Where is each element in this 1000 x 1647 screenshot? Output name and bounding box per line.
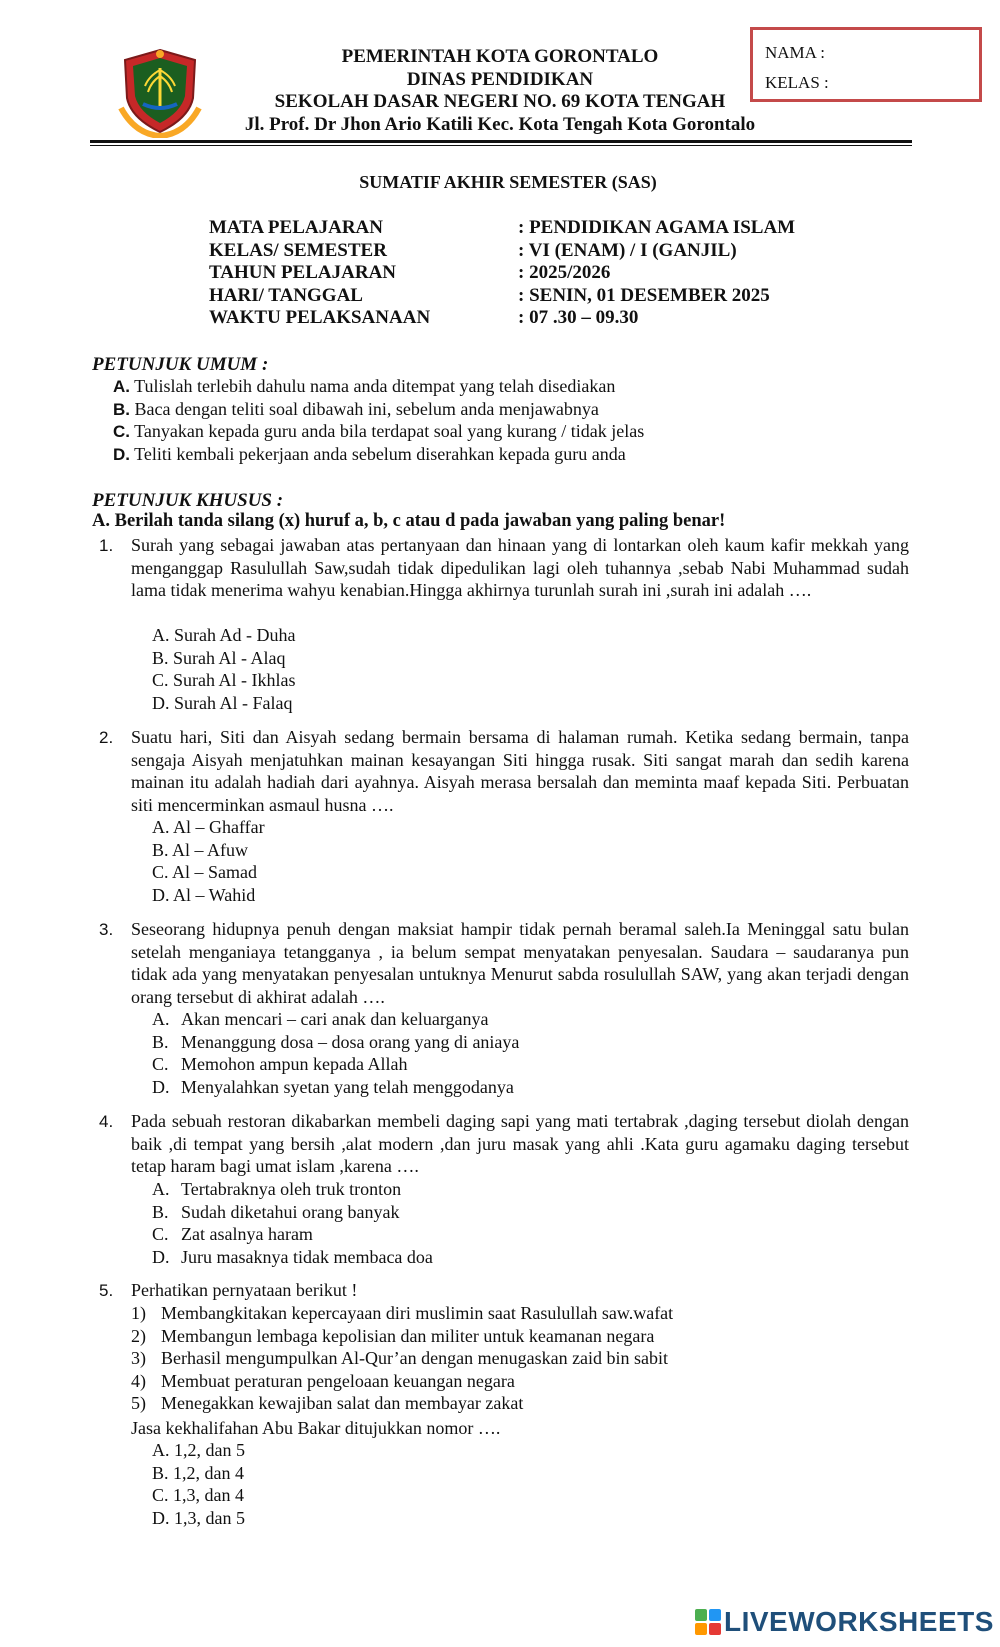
question-options — [152, 624, 296, 714]
info-key: TAHUN PELAJARAN — [209, 262, 397, 284]
header-line-government: PEMERINTAH KOTA GORONTALO — [341, 46, 659, 67]
option-letter: A. — [152, 1179, 170, 1199]
option-text: Akan mencari – cari anak dan keluarganya — [181, 1009, 489, 1029]
list-item — [113, 398, 644, 421]
specific-instruction-text: A. Berilah tanda silang (x) huruf a, b, c atau d pada jawaban yang paling benar! — [92, 511, 726, 531]
option-text: Tertabraknya oleh truk tronton — [181, 1179, 402, 1199]
statement-item — [131, 1325, 673, 1348]
class-label[interactable]: KELAS : — [765, 73, 829, 92]
list-item — [113, 420, 644, 443]
question-number: 1. — [99, 536, 114, 555]
header-line-school: SEKOLAH DASAR NEGERI NO. 69 KOTA TENGAH — [274, 91, 726, 112]
logo-square-red — [709, 1623, 721, 1635]
statement-item — [131, 1370, 673, 1393]
item-letter: B. — [113, 399, 130, 419]
info-row — [209, 262, 909, 285]
exam-info-table — [209, 217, 909, 330]
item-text: Tulislah terlebih dahulu nama anda ditempat yang telah disediakan — [130, 376, 616, 396]
option-a[interactable]: A. Al – Ghaffar — [152, 817, 265, 837]
question-text: Suatu hari, Siti dan Aisyah sedang bermain bersama di halaman rumah. Ketika sedang bermain, tanpa sengaja Aisyah menjatuhkan mainan kesayangan Siti hingga rusak. Siti sangat marah dan sedih karena mainan itu adalah hadiah dari ayahnya. Aisyah merasa bersalah dan meminta maaf kepada Siti. Perbuatan siti mencerminkan asmaul husna …. — [131, 727, 909, 815]
question-text: Pada sebuah restoran dikabarkan membeli daging sapi yang mati tertabrak ,daging tersebut diolah dengan baik ,di tempat yang bersih ,alat modern ,dan juru masak yang ahli .Kata guru agamaku daging tersebut tetap haram bagi umat islam ,karena …. — [131, 1111, 909, 1177]
info-row — [209, 285, 909, 308]
info-key: WAKTU PELAKSANAAN — [209, 307, 431, 329]
option-a[interactable]: A. Surah Ad - Duha — [152, 625, 296, 645]
info-key: HARI/ TANGGAL — [209, 284, 363, 306]
option-b[interactable] — [152, 1201, 433, 1224]
info-key: MATA PELAJARAN — [209, 217, 383, 238]
question-number: 2. — [99, 728, 114, 747]
option-letter: B. — [152, 1031, 169, 1052]
option-c[interactable]: C. Al – Samad — [152, 862, 258, 883]
option-d[interactable]: D. Al – Wahid — [152, 884, 256, 905]
statement-text: Membangkitakan kepercayaan diri muslimin saat Rasulullah saw.wafat — [161, 1303, 674, 1323]
question-options — [152, 816, 265, 906]
statement-item — [131, 1302, 673, 1325]
statement-number: 5) — [131, 1393, 146, 1414]
list-item — [113, 375, 644, 398]
student-identity-box — [750, 27, 982, 102]
general-instructions-title: PETUNJUK UMUM : — [92, 354, 269, 375]
liveworksheets-brand — [695, 1606, 994, 1638]
letterhead — [225, 46, 775, 136]
option-text: Zat asalnya haram — [181, 1224, 313, 1245]
option-letter: C. — [152, 1224, 169, 1245]
option-letter: D. — [152, 1076, 170, 1097]
option-text: Sudah diketahui orang banyak — [181, 1201, 400, 1222]
statement-number: 2) — [131, 1325, 146, 1346]
statement-item — [131, 1347, 673, 1370]
info-value: : 2025/2026 — [518, 262, 611, 284]
info-key: KELAS/ SEMESTER — [209, 239, 387, 261]
info-value: : 07 .30 – 09.30 — [518, 307, 639, 329]
statement-item — [131, 1392, 673, 1415]
item-text: Teliti kembali pekerjaan anda sebelum diserahkan kepada guru anda — [130, 443, 626, 464]
item-letter: C. — [113, 422, 130, 442]
statement-number: 4) — [131, 1370, 146, 1391]
option-d[interactable] — [152, 1246, 433, 1269]
question-number: 4. — [99, 1112, 114, 1131]
question-prompt: Jasa kekhalifahan Abu Bakar ditujukkan nomor …. — [131, 1418, 501, 1438]
city-emblem-logo — [115, 46, 205, 138]
question-text: Perhatikan pernyataan berikut ! — [131, 1280, 358, 1300]
info-value: : PENDIDIKAN AGAMA ISLAM — [518, 217, 796, 238]
item-letter: A. — [113, 377, 130, 396]
list-item — [113, 443, 644, 466]
logo-square-green — [695, 1609, 707, 1621]
option-c[interactable]: C. 1,3, dan 4 — [152, 1485, 244, 1506]
option-letter: C. — [152, 1054, 169, 1075]
statement-number: 1) — [131, 1303, 146, 1323]
option-d[interactable]: D. 1,3, dan 5 — [152, 1507, 245, 1528]
header-line-address: Jl. Prof. Dr Jhon Ario Katili Kec. Kota Tengah Kota Gorontalo — [244, 113, 756, 135]
general-instructions-list — [113, 375, 644, 465]
option-b[interactable]: B. Surah Al - Alaq — [152, 647, 286, 668]
header-line-agency: DINAS PENDIDIKAN — [406, 68, 594, 90]
option-d[interactable]: D. Surah Al - Falaq — [152, 692, 293, 713]
option-a[interactable] — [152, 1008, 519, 1031]
brand-text: LIVEWORKSHEETS — [724, 1606, 994, 1637]
option-text: Juru masaknya tidak membaca doa — [181, 1246, 433, 1267]
logo-square-orange — [695, 1623, 707, 1635]
header-divider-thin — [90, 145, 912, 146]
question-options — [152, 1439, 245, 1529]
statement-number: 3) — [131, 1348, 146, 1369]
question-text: Surah yang sebagai jawaban atas pertanyaan dan hinaan yang di lontarkan oleh kaum kafir mekkah yang menganggap Rasulullah Saw,sudah tidak dipedulikan lagi oleh tuhannya ,sebab Nabi Muhammad sudah lama tidak menerima wahyu kenabian.Hingga akhirnya turunlah surah ini ,surah ini adalah …. — [131, 535, 909, 601]
statement-text: Berhasil mengumpulkan Al-Qur’an dengan menugaskan zaid bin sabit — [161, 1348, 669, 1369]
item-text: Baca dengan teliti soal dibawah ini, sebelum anda menjawabnya — [130, 398, 599, 419]
name-label[interactable]: NAMA : — [765, 43, 825, 62]
option-b[interactable]: B. 1,2, dan 4 — [152, 1462, 244, 1483]
option-a[interactable]: A. 1,2, dan 5 — [152, 1440, 245, 1460]
info-row — [209, 217, 909, 240]
info-row — [209, 240, 909, 263]
option-a[interactable] — [152, 1178, 433, 1201]
option-text: Menanggung dosa – dosa orang yang di aniaya — [181, 1031, 520, 1052]
exam-title: SUMATIF AKHIR SEMESTER (SAS) — [359, 172, 657, 192]
option-text: Menyalahkan syetan yang telah menggodanya — [181, 1076, 514, 1097]
item-letter: D. — [113, 444, 130, 464]
question-number: 5. — [99, 1281, 114, 1300]
question-text: Seseorang hidupnya penuh dengan maksiat hampir tidak pernah beramal saleh.Ia Meninggal satu bulan setelah menganiaya tetangganya , ia belum sempat menyatakan penyesalan. Saudara – saudaranya pun tidak ada yang menyatakan penyesalan untuknya Menurut sabda rosulullah SAW, yang akan terjadi dengan orang tersebut di akhirat adalah …. — [131, 919, 909, 1007]
specific-instructions-title: PETUNJUK KHUSUS : — [92, 490, 284, 511]
option-letter: B. — [152, 1201, 169, 1222]
statement-text: Membangun lembaga kepolisian dan militer untuk keamanan negara — [161, 1325, 655, 1346]
option-d[interactable] — [152, 1076, 519, 1099]
item-text: Tanyakan kepada guru anda bila terdapat soal yang kurang / tidak jelas — [130, 421, 645, 442]
logo-square-blue — [709, 1609, 721, 1621]
question-options — [152, 1008, 519, 1098]
question-number: 3. — [99, 920, 114, 939]
liveworksheets-logo-icon — [695, 1609, 721, 1635]
option-c[interactable] — [152, 1223, 433, 1246]
option-b[interactable]: B. Al – Afuw — [152, 839, 249, 860]
option-c[interactable]: C. Surah Al - Ikhlas — [152, 670, 296, 691]
statement-text: Membuat peraturan pengeloaan keuangan negara — [161, 1370, 515, 1391]
info-value: : VI (ENAM) / I (GANJIL) — [518, 239, 737, 261]
statement-list — [131, 1302, 673, 1415]
option-text: Memohon ampun kepada Allah — [181, 1054, 408, 1075]
info-row — [209, 307, 909, 330]
question-options — [152, 1178, 433, 1268]
statement-text: Menegakkan kewajiban salat dan membayar zakat — [161, 1393, 524, 1414]
option-c[interactable] — [152, 1053, 519, 1076]
option-letter: A. — [152, 1009, 170, 1029]
header-divider-thick — [90, 140, 912, 143]
info-value: : SENIN, 01 DESEMBER 2025 — [518, 284, 770, 306]
option-b[interactable] — [152, 1031, 519, 1054]
option-letter: D. — [152, 1246, 170, 1267]
